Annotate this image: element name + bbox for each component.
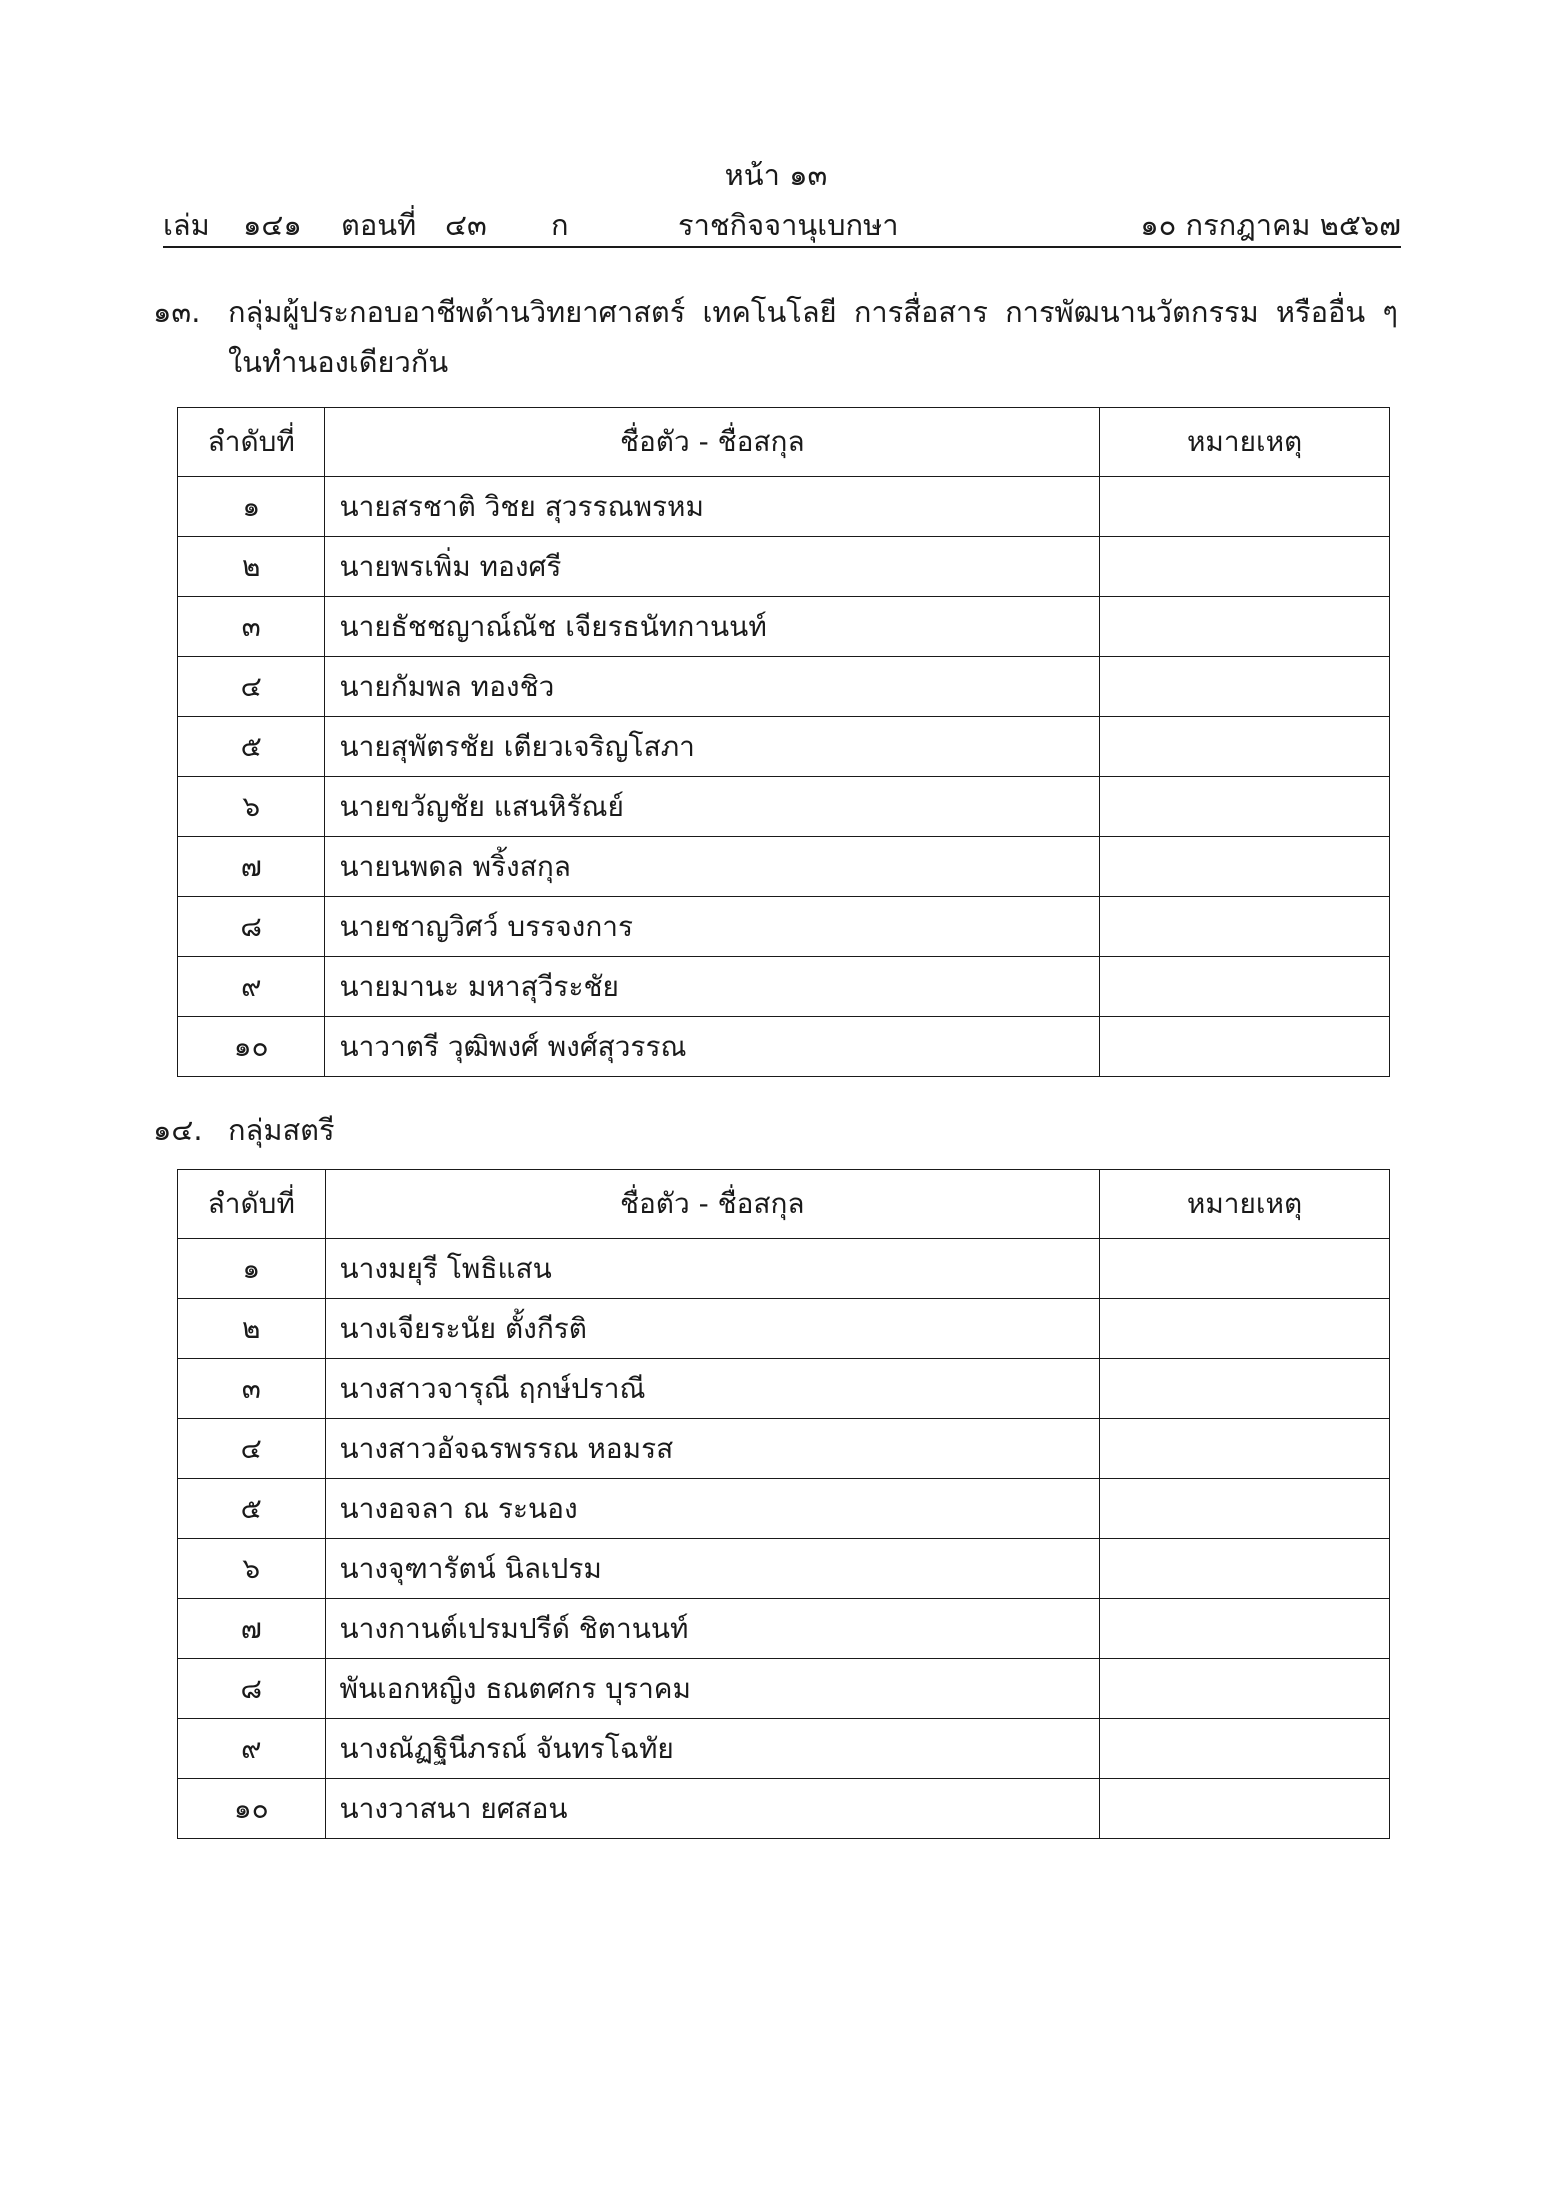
name-cell: นางจุฑารัตน์ นิลเปรม	[325, 1539, 1100, 1599]
sequence-cell: ๓	[178, 1359, 326, 1419]
sequence-cell: ๗	[178, 837, 325, 897]
table-row	[178, 897, 1390, 957]
sequence-cell: ๙	[178, 957, 325, 1017]
table-row	[178, 1659, 1390, 1719]
name-cell: นายมานะ มหาสุวีระชัย	[325, 957, 1100, 1017]
remark-cell	[1100, 1239, 1390, 1299]
column-header-sequence: ลำดับที่	[178, 408, 325, 477]
section-title: กลุ่มผู้ประกอบอาชีพด้านวิทยาศาสตร์ เทคโนโลยี การสื่อสาร การพัฒนานวัตกรรม หรืออื่น ๆ ในทำนองเดียวกัน	[228, 295, 1398, 379]
sequence-cell: ๘	[178, 1659, 326, 1719]
sequence-cell: ๒	[178, 537, 325, 597]
gazette-header	[163, 202, 1401, 248]
remark-cell	[1100, 597, 1390, 657]
remark-cell	[1100, 717, 1390, 777]
sequence-cell: ๗	[178, 1599, 326, 1659]
section-title: กลุ่มสตรี	[228, 1113, 335, 1147]
name-cell: นางสาวอัจฉรพรรณ หอมรส	[325, 1419, 1100, 1479]
table-row	[178, 657, 1390, 717]
volume-number: ๑๔๑	[243, 208, 302, 242]
sequence-cell: ๖	[178, 777, 325, 837]
sequence-cell: ๔	[178, 657, 325, 717]
column-header-sequence: ลำดับที่	[178, 1170, 326, 1239]
sequence-cell: ๑	[178, 1239, 326, 1299]
table-row	[178, 1779, 1390, 1839]
volume-label: เล่ม	[163, 208, 210, 242]
remark-cell	[1100, 1659, 1390, 1719]
remark-cell	[1100, 477, 1390, 537]
section-number: ๑๓.	[153, 295, 201, 329]
sequence-cell: ๘	[178, 897, 325, 957]
name-cell: นายพรเพิ่ม ทองศรี	[325, 537, 1100, 597]
sequence-cell: ๖	[178, 1539, 326, 1599]
table-header-row	[178, 408, 1390, 477]
name-cell: นายสุพัตรชัย เตียวเจริญโสภา	[325, 717, 1100, 777]
remark-cell	[1100, 1419, 1390, 1479]
table-row	[178, 1017, 1390, 1077]
issue-label: ตอนที่	[341, 208, 417, 242]
name-cell: นางเจียระนัย ตั้งกีรติ	[325, 1299, 1100, 1359]
name-cell: นางอจลา ณ ระนอง	[325, 1479, 1100, 1539]
remark-cell	[1100, 657, 1390, 717]
remark-cell	[1100, 1539, 1390, 1599]
name-cell: พันเอกหญิง ธณตศกร บุราคม	[325, 1659, 1100, 1719]
table-row	[178, 477, 1390, 537]
remark-cell	[1100, 837, 1390, 897]
name-cell: นายนพดล พริ้งสกุล	[325, 837, 1100, 897]
table-row	[178, 1239, 1390, 1299]
remark-cell	[1100, 957, 1390, 1017]
remark-cell	[1100, 1359, 1390, 1419]
table-row	[178, 1419, 1390, 1479]
table-row	[178, 1719, 1390, 1779]
sequence-cell: ๓	[178, 597, 325, 657]
sequence-cell: ๕	[178, 717, 325, 777]
table-header-row	[178, 1170, 1390, 1239]
sequence-cell: ๙	[178, 1719, 326, 1779]
column-header-remark: หมายเหตุ	[1100, 1170, 1390, 1239]
table-row	[178, 597, 1390, 657]
column-header-name: ชื่อตัว - ชื่อสกุล	[325, 1170, 1100, 1239]
section-13-table	[177, 407, 1390, 1077]
sequence-cell: ๒	[178, 1299, 326, 1359]
remark-cell	[1100, 537, 1390, 597]
name-cell: นายธัชชญาณ์ณัช เจียรธนัทกานนท์	[325, 597, 1100, 657]
name-cell: นางมยุรี โพธิแสน	[325, 1239, 1100, 1299]
table-row	[178, 1479, 1390, 1539]
name-cell: นางกานต์เปรมปรีด์ ชิตานนท์	[325, 1599, 1100, 1659]
table-row	[178, 1539, 1390, 1599]
gazette-section: ก	[551, 208, 569, 242]
publication-date: ๑๐ กรกฎาคม ๒๕๖๗	[1140, 208, 1401, 242]
remark-cell	[1100, 1779, 1390, 1839]
name-cell: นางวาสนา ยศสอน	[325, 1779, 1100, 1839]
table-row	[178, 717, 1390, 777]
table-row	[178, 957, 1390, 1017]
section-14-heading	[153, 1105, 1403, 1155]
name-cell: นายกัมพล ทองชิว	[325, 657, 1100, 717]
remark-cell	[1100, 1017, 1390, 1077]
name-cell: นางณัฏฐินีภรณ์ จันทรโฉทัย	[325, 1719, 1100, 1779]
name-cell: นายชาญวิศว์ บรรจงการ	[325, 897, 1100, 957]
section-number: ๑๔.	[153, 1113, 203, 1147]
name-cell: นายขวัญชัย แสนหิรัณย์	[325, 777, 1100, 837]
name-cell: นายสรชาติ วิชย สุวรรณพรหม	[325, 477, 1100, 537]
sequence-cell: ๕	[178, 1479, 326, 1539]
remark-cell	[1100, 1599, 1390, 1659]
table-row	[178, 837, 1390, 897]
page-number: หน้า ๑๓	[724, 158, 828, 192]
sequence-cell: ๑๐	[178, 1017, 325, 1077]
section-13-heading	[153, 287, 1403, 397]
name-cell: นางสาวจารุณี ฤกษ์ปราณี	[325, 1359, 1100, 1419]
remark-cell	[1100, 1299, 1390, 1359]
sequence-cell: ๔	[178, 1419, 326, 1479]
table-row	[178, 1299, 1390, 1359]
table-row	[178, 1599, 1390, 1659]
gazette-name: ราชกิจจานุเบกษา	[678, 208, 899, 242]
name-cell: นาวาตรี วุฒิพงศ์ พงศ์สุวรรณ	[325, 1017, 1100, 1077]
column-header-remark: หมายเหตุ	[1100, 408, 1390, 477]
table-row	[178, 777, 1390, 837]
sequence-cell: ๑	[178, 477, 325, 537]
column-header-name: ชื่อตัว - ชื่อสกุล	[325, 408, 1100, 477]
remark-cell	[1100, 1479, 1390, 1539]
table-row	[178, 1359, 1390, 1419]
remark-cell	[1100, 897, 1390, 957]
issue-number: ๔๓	[445, 208, 487, 242]
sequence-cell: ๑๐	[178, 1779, 326, 1839]
table-row	[178, 537, 1390, 597]
remark-cell	[1100, 777, 1390, 837]
section-14-table	[177, 1169, 1390, 1839]
remark-cell	[1100, 1719, 1390, 1779]
